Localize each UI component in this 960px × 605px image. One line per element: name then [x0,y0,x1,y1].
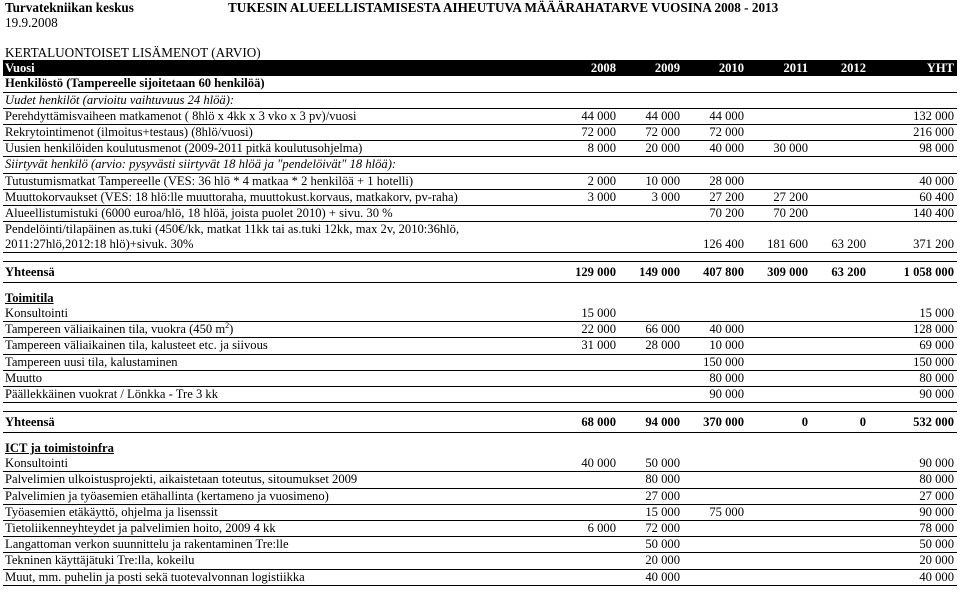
row-value [683,569,747,585]
row-value [619,306,683,322]
row-value: 8 000 [555,141,619,157]
row-value [619,387,683,403]
table-row [3,338,957,354]
subheading-uudet [3,92,957,108]
column-header: YHT [869,61,957,77]
total-row [3,412,957,433]
row-label: Alueellistumistuki (6000 euroa/hlö, 18 hlöä, joista puolet 2010) + sivu. 30 % [3,205,555,221]
table-row [3,520,957,536]
row-value [811,504,869,520]
row-value [747,537,811,553]
row-value [555,504,619,520]
row-value [811,456,869,472]
row-value [747,173,811,189]
row-value: 2 000 [555,173,619,189]
table-row [3,553,957,569]
subheading-siirtyvat [3,157,957,173]
row-value: 90 000 [869,504,957,520]
table-row [3,370,957,386]
row-value [555,472,619,488]
row-value: 15 000 [869,306,957,322]
row-value: 63 200 [811,262,869,283]
column-header: 2011 [747,61,811,77]
row-value [747,456,811,472]
row-label: Palvelimien ja työasemien etähallinta (kertameno ja vuosimeno) [3,488,555,504]
row-value: 371 200 [869,222,957,253]
row-label: Yhteensä [3,262,555,283]
row-value: 31 000 [555,338,619,354]
row-value [811,338,869,354]
row-value [811,124,869,140]
row-value [811,189,869,205]
row-value: 20 000 [869,553,957,569]
row-value: 80 000 [619,472,683,488]
row-value: 0 [747,412,811,433]
row-value: 30 000 [747,141,811,157]
table-row [3,569,957,585]
column-header: 2009 [619,61,683,77]
row-label: Muut, mm. puhelin ja posti sekä tuotevalvonnan logistiikka [3,569,555,585]
row-label [3,322,555,338]
row-value: 40 000 [555,456,619,472]
section-heading-ict-text [3,441,957,456]
row-value [555,205,619,221]
table-row [3,488,957,504]
row-value: 129 000 [555,262,619,283]
row-value: 70 200 [683,205,747,221]
spacer-cell [3,403,957,412]
row-value: 20 000 [619,553,683,569]
row-value [619,222,683,253]
spacer-cell [3,433,957,442]
row-value [747,569,811,585]
row-value: 72 000 [619,124,683,140]
superscript: 2 [225,321,230,331]
row-value [811,141,869,157]
row-value [811,108,869,124]
row-value [811,387,869,403]
row-value: 80 000 [683,370,747,386]
row-value [811,173,869,189]
subheading-uudet-text: Uudet henkilöt (arvioitu vaihtuvuus 24 hlöä): [3,92,957,108]
row-value [683,520,747,536]
row-value [747,472,811,488]
row-value [811,306,869,322]
table-row [3,124,957,140]
row-value: 68 000 [555,412,619,433]
row-value: 70 200 [747,205,811,221]
row-value: 78 000 [869,520,957,536]
row-value: 3 000 [619,189,683,205]
row-value: 90 000 [869,456,957,472]
row-value [747,338,811,354]
organization-name: Turvatekniikan keskus [5,0,134,15]
row-value: 60 400 [869,189,957,205]
spacer-cell [3,283,957,292]
row-label: Muuttokorvaukset (VES: 18 hlö:lle muuttoraha, muuttokust.korvaus, matkakorv, pv-raha) [3,189,555,205]
row-value: 150 000 [869,354,957,370]
document-title: TUKESIN ALUEELLISTAMISESTA AIHEUTUVA MÄÄÄRAHATARVE VUOSINA 2008 - 2013 [228,0,779,15]
table-row [3,387,957,403]
row-value: 22 000 [555,322,619,338]
column-header: Vuosi [3,61,555,77]
row-value: 27 200 [747,189,811,205]
row-label: Rekrytointimenot (ilmoitus+testaus) (8hlö/vuosi) [3,124,555,140]
row-value [555,370,619,386]
row-value: 128 000 [869,322,957,338]
row-value [683,472,747,488]
row-value [683,488,747,504]
row-value: 40 000 [869,173,957,189]
row-value: 10 000 [683,338,747,354]
row-value: 94 000 [619,412,683,433]
row-label: Tampereen väliaikainen tila, kalusteet etc. ja siivous [3,338,555,354]
table-row [3,456,957,472]
row-value: 27 000 [619,488,683,504]
row-value: 309 000 [747,262,811,283]
row-value: 140 400 [869,205,957,221]
row-value: 44 000 [555,108,619,124]
column-header-row [3,61,957,77]
row-value: 126 400 [683,222,747,253]
row-value: 98 000 [869,141,957,157]
row-value [555,488,619,504]
row-value [555,537,619,553]
row-value: 66 000 [619,322,683,338]
row-value: 44 000 [683,108,747,124]
table-row [3,108,957,124]
row-value: 28 000 [683,173,747,189]
row-value: 20 000 [619,141,683,157]
row-label: Palvelimien ulkoistusprojekti, aikaistetaan toteutus, sitoumukset 2009 [3,472,555,488]
table-row [3,189,957,205]
table-row [3,472,957,488]
row-value [555,553,619,569]
row-value: 27 200 [683,189,747,205]
row-value [747,488,811,504]
row-value [811,553,869,569]
row-value: 6 000 [555,520,619,536]
row-value [747,108,811,124]
row-value [811,205,869,221]
table-title-text: KERTALUONTOISET LISÄMENOT (ARVIO) [3,45,957,61]
row-value [555,354,619,370]
row-value: 90 000 [683,387,747,403]
row-label: Uusien henkilöiden koulutusmenot (2009-2011 pitkä koulutusohjelma) [3,141,555,157]
row-label: Tutustumismatkat Tampereelle (VES: 36 hlö * 4 matkaa * 2 henkilöä + 1 hotelli) [3,173,555,189]
row-value [747,124,811,140]
row-value [811,569,869,585]
row-value [619,354,683,370]
table-row [3,141,957,157]
row-label: Muutto [3,370,555,386]
row-value [747,520,811,536]
table-row [3,205,957,221]
row-value [747,504,811,520]
spacer [3,433,957,442]
row-value: 75 000 [683,504,747,520]
row-value [747,553,811,569]
section-heading-toimitila-text [3,291,957,306]
row-value [811,354,869,370]
row-value: 80 000 [869,472,957,488]
row-value: 370 000 [683,412,747,433]
row-value: 72 000 [555,124,619,140]
subheading-siirtyvat-text: Siirtyvät henkilö (arvio: pysyvästi siirtyvät 18 hlöä ja "pendelöivät" 18 hlöä): [3,157,957,173]
row-value [683,537,747,553]
section-heading-henkilosto [3,76,957,92]
row-value [619,205,683,221]
row-value: 72 000 [619,520,683,536]
table-row [3,222,957,253]
row-value [555,222,619,253]
row-label: Työasemien etäkäyttö, ohjelma ja lisenssit [3,504,555,520]
row-value [811,488,869,504]
row-value [555,387,619,403]
row-value: 40 000 [683,322,747,338]
row-value: 532 000 [869,412,957,433]
column-header: 2008 [555,61,619,77]
label-text: Tampereen väliaikainen tila, vuokra (450 m [5,322,226,337]
document-date: 19.9.2008 [5,15,58,30]
spacer [3,283,957,292]
row-value: 50 000 [869,537,957,553]
row-value [811,537,869,553]
row-value: 1 058 000 [869,262,957,283]
row-value: 63 200 [811,222,869,253]
table-row [3,322,957,338]
row-value [811,520,869,536]
row-label: Tekninen käyttäjätuki Tre:lla, kokeilu [3,553,555,569]
row-value [747,306,811,322]
row-value: 150 000 [683,354,747,370]
budget-table [3,45,957,586]
column-header: 2010 [683,61,747,77]
label-text: ) [229,322,234,337]
row-value: 216 000 [869,124,957,140]
row-value [747,387,811,403]
row-value [683,306,747,322]
row-value: 10 000 [619,173,683,189]
table-row [3,504,957,520]
row-label: Yhteensä [3,412,555,433]
spacer [3,253,957,262]
row-value: 50 000 [619,456,683,472]
table-row [3,306,957,322]
row-value: 69 000 [869,338,957,354]
row-value: 15 000 [619,504,683,520]
table-row [3,537,957,553]
row-value: 40 000 [683,141,747,157]
row-value: 28 000 [619,338,683,354]
row-value [683,553,747,569]
row-value [747,370,811,386]
row-value [811,472,869,488]
table-row [3,173,957,189]
row-label: Tietoliikenneyhteydet ja palvelimien hoito, 2009 4 kk [3,520,555,536]
row-value: 90 000 [869,387,957,403]
row-value [811,322,869,338]
row-value [747,322,811,338]
row-value: 132 000 [869,108,957,124]
column-header: 2012 [811,61,869,77]
row-label: Konsultointi [3,456,555,472]
row-label: Tampereen uusi tila, kalustaminen [3,354,555,370]
row-value [619,370,683,386]
section-heading-henkilosto-text: Henkilöstö (Tampereelle sijoitetaan 60 henkilöä) [3,76,957,92]
table-row [3,354,957,370]
spacer-cell [3,253,957,262]
section-heading: ICT ja toimistoinfra [5,441,114,456]
row-value: 40 000 [619,569,683,585]
row-value [683,456,747,472]
row-value: 15 000 [555,306,619,322]
total-row [3,262,957,283]
section-heading-toimitila [3,291,957,306]
section-heading-ict [3,441,957,456]
row-value [747,354,811,370]
row-value: 27 000 [869,488,957,504]
row-value: 0 [811,412,869,433]
row-value: 407 800 [683,262,747,283]
row-value: 72 000 [683,124,747,140]
row-value: 80 000 [869,370,957,386]
row-value: 40 000 [869,569,957,585]
row-value: 44 000 [619,108,683,124]
row-value: 181 600 [747,222,811,253]
row-value [555,569,619,585]
spacer [3,403,957,412]
row-label: Päällekkäinen vuokrat / Lönkka - Tre 3 kk [3,387,555,403]
row-value: 149 000 [619,262,683,283]
table-title [3,45,957,61]
section-heading: Toimitila [5,291,54,306]
row-label: Perehdyttämisvaiheen matkamenot ( 8hlö x 4kk x 3 vko x 3 pv)/vuosi [3,108,555,124]
row-value: 50 000 [619,537,683,553]
row-label: Pendelöinti/tilapäinen as.tuki (450€/kk, matkat 11kk tai as.tuki 12kk, max 2v, 2010:36hlö, 2011:27hlö,2012:18 hlö)+sivuk. 30% [3,222,555,253]
row-label: Konsultointi [3,306,555,322]
row-value [811,370,869,386]
row-value: 3 000 [555,189,619,205]
row-label: Langattoman verkon suunnittelu ja rakentaminen Tre:lle [3,537,555,553]
